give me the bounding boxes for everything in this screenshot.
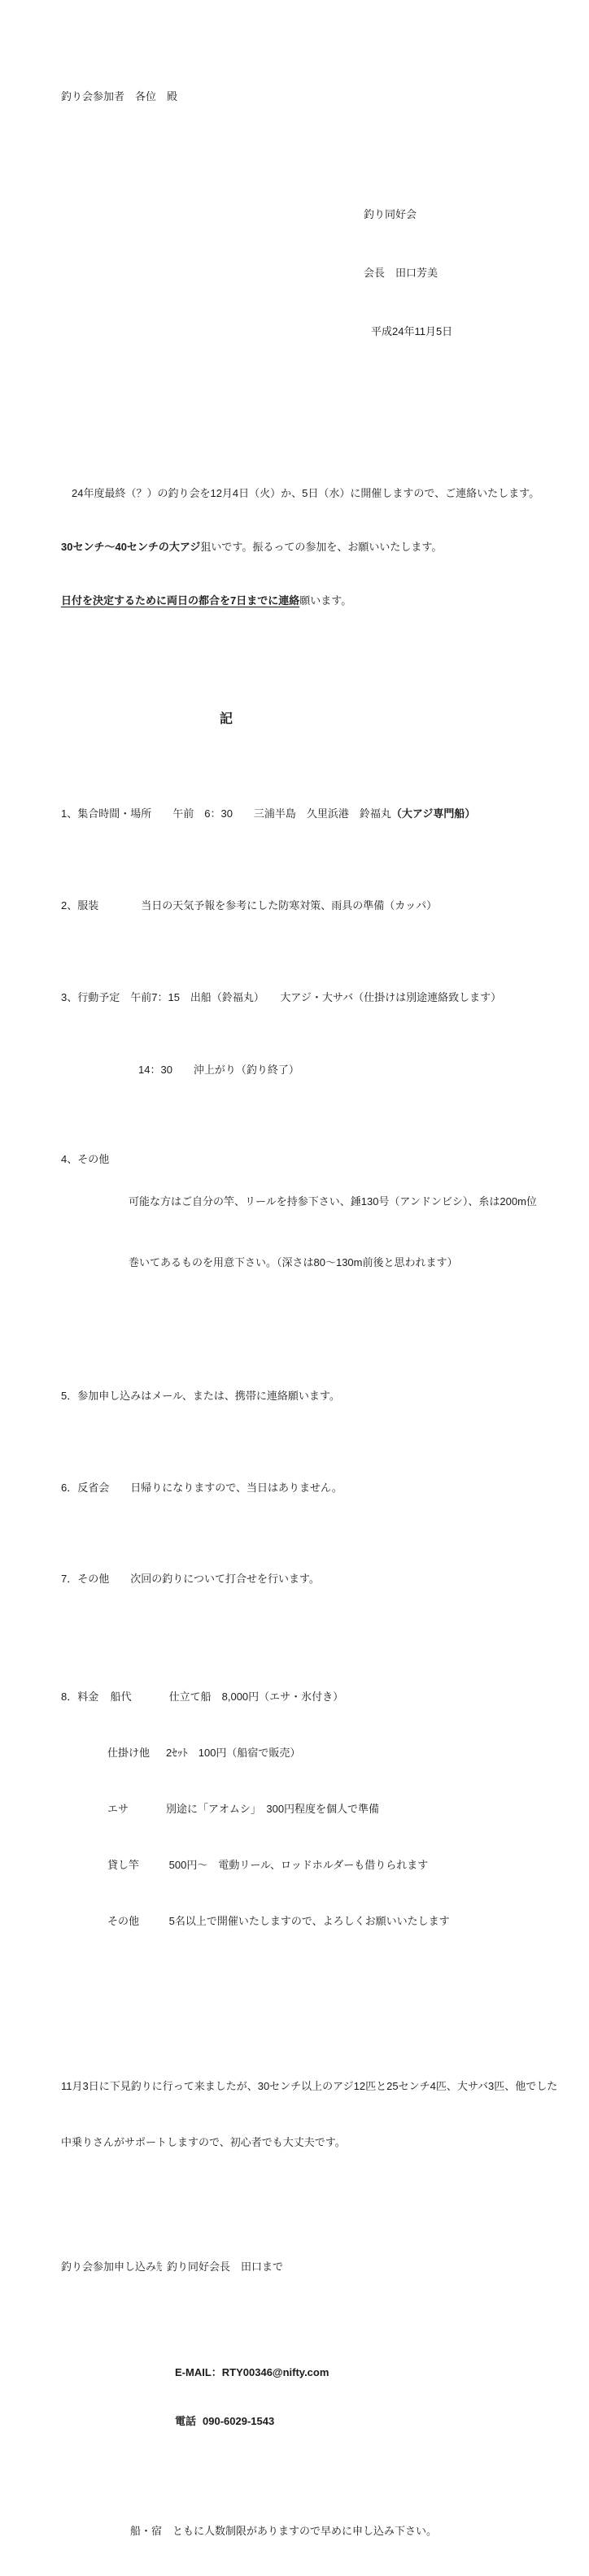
fee-value: 5名以上で開催いたしますので、よろしくお願いいたします xyxy=(166,1915,450,1927)
fee-row xyxy=(61,1744,565,1762)
fee-spacer xyxy=(61,1800,107,1818)
item-7-next-plan: 7．その他 次回の釣りについて打合せを行います。 xyxy=(61,1573,320,1585)
contact-heading xyxy=(61,2258,565,2276)
sender-date: 平成24年11月5日 xyxy=(371,325,453,337)
closing-line-1: 11月3日に下見釣りに行って来ましたが、30センチ以上のアジ12匹と25センチ4匹、大サバ3匹、他でした xyxy=(61,2080,558,2092)
item-4-body xyxy=(129,1151,537,1313)
intro-line-2-rest: 狙いです。振るっての参加を、お願いいたします。 xyxy=(200,541,443,553)
fee-row xyxy=(61,1800,565,1818)
contact-email-line: E-MAIL：RTY00346@nifty.com xyxy=(175,2366,329,2378)
intro-line-2-bold: 30センチ～40センチの大アジ xyxy=(61,541,201,553)
intro-line-3-rest: 願います。 xyxy=(299,594,352,607)
fee-name: 船代 xyxy=(107,1690,132,1703)
fee-name: 仕掛け他 xyxy=(107,1747,151,1759)
fee-value: 500円～ 電動リール、ロッドホルダーも借りられます xyxy=(166,1859,429,1871)
item-4-line-1: 可能な方はご自分の竿、リールを持参下さい、錘130号（アンドンビシ）、糸は200m位 xyxy=(129,1195,537,1208)
item-3-schedule-sub: 14：30 沖上がり（釣り終了） xyxy=(138,1064,299,1076)
intro-line-3 xyxy=(61,592,565,610)
capacity-note: 船・宿 ともに人数制限がありますので早めに申し込み下さい。 xyxy=(130,2525,438,2537)
contact-phone-label: 電話 xyxy=(175,2415,197,2427)
section-heading-ki: 記 xyxy=(220,712,233,726)
intro-paragraph xyxy=(61,449,565,646)
contact-block xyxy=(175,2332,565,2462)
sender-chairman: 会長 田口芳美 xyxy=(364,267,438,279)
item-6-review-meeting: 6．反省会 日帰りになりますので、当日はありません。 xyxy=(61,1482,342,1494)
closing-line-2: 中乗りさんがサポートしますので、初心者でも大丈夫です。 xyxy=(61,2136,346,2148)
contact-heading-compressed: 先 xyxy=(156,2261,163,2273)
fee-value: 仕立て船 8,000円（エサ・氷付き） xyxy=(166,1690,344,1703)
item-1-meeting xyxy=(61,805,565,823)
item-8-fees xyxy=(61,1652,565,1969)
contact-heading-rest: 釣り同好会長 田口まで xyxy=(167,2261,284,2273)
fee-row xyxy=(61,1912,565,1930)
fee-row xyxy=(61,1688,565,1706)
fee-spacer xyxy=(61,1856,107,1874)
fee-name: その他 xyxy=(107,1915,140,1927)
item-4-line-2: 巻いてあるものを用意下さい。（深さは80～130m前後と思われます） xyxy=(129,1256,458,1268)
item-2-clothing: 2、服装 当日の天気予報を参考にした防寒対策、雨具の準備（カッパ） xyxy=(61,899,438,912)
item-4-label: 4、その他 xyxy=(61,1153,110,1165)
fee-name: 貸し竿 xyxy=(107,1859,140,1871)
contact-phone-line xyxy=(175,2413,565,2430)
recipient-line: 釣り会参加者 各位 殿 xyxy=(61,90,178,102)
item-1-bold-suffix: （大アジ専門船） xyxy=(390,807,476,820)
fee-spacer xyxy=(61,1912,107,1930)
contact-phone-number: 090-6029-1543 xyxy=(203,2415,275,2427)
closing-paragraph xyxy=(61,2039,565,2189)
item-5-application: 5．参加申し込みはメール、または、携帯に連絡願います。 xyxy=(61,1390,340,1402)
intro-line-1: 24年度最終（？）の釣り会を12月4日（火）か、5日（水）に開催しますので、ご連絡いたします。 xyxy=(61,487,540,499)
fee-value: 2ｾｯﾄ 100円（船宿で販売） xyxy=(166,1747,301,1759)
sender-org: 釣り同好会 xyxy=(364,208,417,220)
item-3-schedule: 3、行動予定 午前7：15 出船（鈴福丸） 大アジ・大サバ（仕掛けは別途連絡致します） xyxy=(61,991,502,1003)
sender-block xyxy=(364,166,565,381)
item-4-other xyxy=(61,1151,565,1313)
contact-heading-prefix: 釣り会参加申し込み xyxy=(61,2261,157,2273)
intro-line-2 xyxy=(61,538,565,556)
fee-value: 別途に「アオムシ」 300円程度を個人で準備 xyxy=(166,1803,380,1815)
item-8-label: 8．料金 xyxy=(61,1690,99,1703)
fee-spacer xyxy=(61,1744,107,1762)
fee-name: エサ xyxy=(107,1803,129,1815)
intro-line-3-underlined: 日付を決定するために両日の都合を7日までに連絡 xyxy=(61,594,300,607)
item-1-text: 1、集合時間・場所 午前 6：30 三浦半島 久里浜港 鈴福丸 xyxy=(61,807,391,820)
fee-row xyxy=(61,1856,565,1874)
